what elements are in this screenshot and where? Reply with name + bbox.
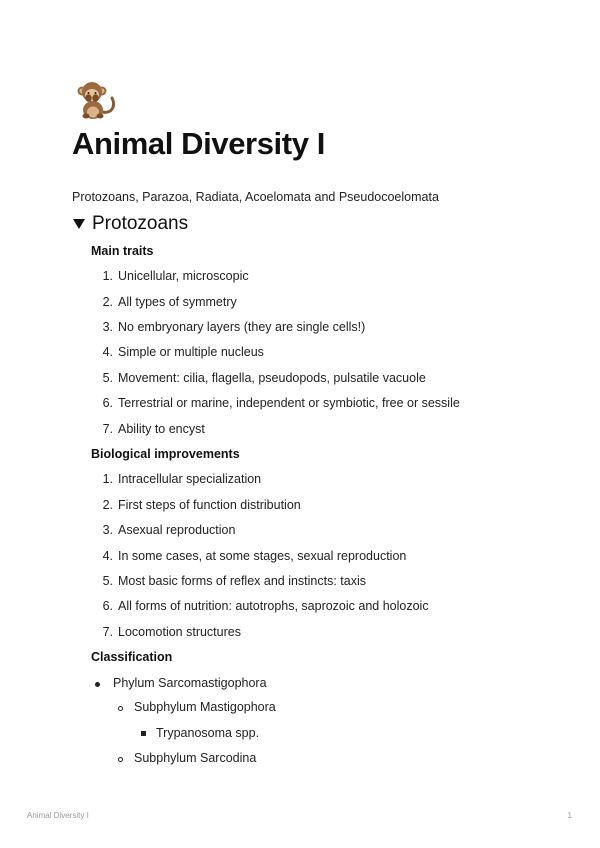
list-item-text: All forms of nutrition: autotrophs, saprozoic and holozoic (118, 599, 429, 613)
toggle-heading-protozoans[interactable] (72, 213, 188, 235)
classification-heading: Classification (91, 650, 173, 664)
list-item-text: Ability to encyst (118, 422, 205, 436)
main-traits-heading: Main traits (91, 244, 154, 258)
classification-phylum: Phylum Sarcomastigophora (113, 676, 267, 690)
page-title: Animal Diversity I (72, 126, 325, 161)
list-item-text: In some cases, at some stages, sexual reproduction (118, 549, 407, 563)
bullet-disc-icon (95, 682, 100, 687)
footer-title: Animal Diversity I (27, 811, 89, 820)
classification-subphylum: Subphylum Sarcodina (134, 751, 257, 765)
list-item-text: Locomotion structures (118, 625, 241, 639)
bullet-circle-icon (118, 706, 123, 711)
classification-genus: Trypanosoma spp. (156, 726, 260, 740)
list-item-text: Terrestrial or marine, independent or symbiotic, free or sessile (118, 396, 460, 410)
page-subtitle: Protozoans, Parazoa, Radiata, Acoelomata and Pseudocoelomata (72, 190, 439, 204)
bullet-square-icon (141, 731, 146, 736)
biological-improvements-heading: Biological improvements (91, 447, 240, 461)
list-item-text: No embryonary layers (they are single cells!) (118, 320, 366, 334)
bullet-circle-icon (118, 757, 123, 762)
list-item-text: Simple or multiple nucleus (118, 345, 264, 359)
classification-subphylum: Subphylum Mastigophora (134, 700, 276, 714)
list-item-text: Asexual reproduction (118, 523, 236, 537)
toggle-title: Protozoans (92, 213, 189, 234)
list-item-text: First steps of function distribution (118, 498, 301, 512)
list-item-text: Movement: cilia, flagella, pseudopods, pulsatile vacuole (118, 371, 426, 385)
list-item-text: Most basic forms of reflex and instincts: taxis (118, 574, 367, 588)
triangle-down-icon[interactable] (72, 217, 86, 231)
list-item-text: All types of symmetry (118, 295, 237, 309)
monkey-icon (72, 78, 118, 124)
list-item-text: Intracellular specialization (118, 472, 262, 486)
page-number: 1 (567, 811, 572, 820)
list-item-text: Unicellular, microscopic (118, 269, 249, 283)
